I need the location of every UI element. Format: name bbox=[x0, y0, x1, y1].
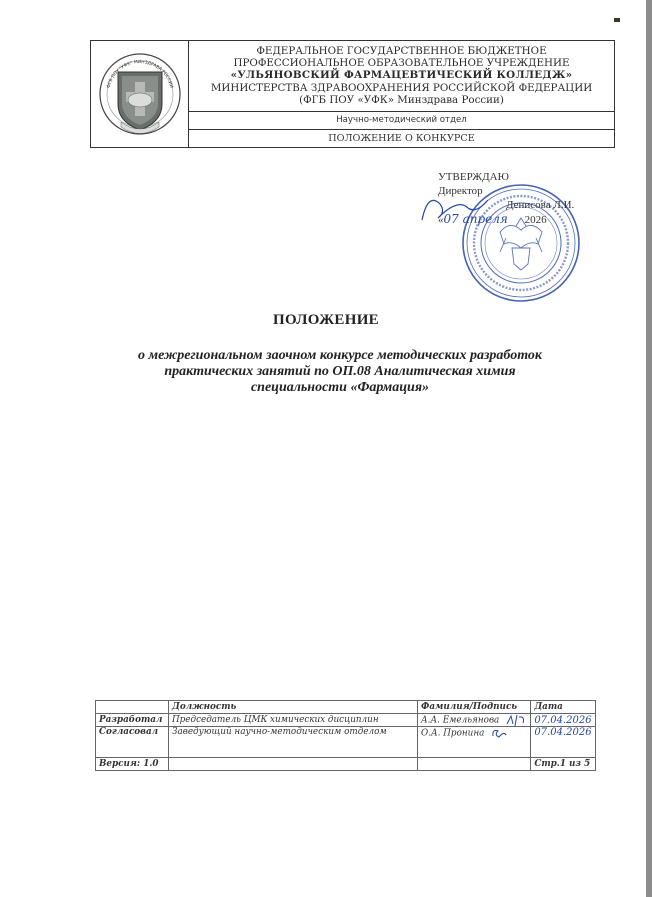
approval-date bbox=[438, 212, 574, 227]
row-role: Разработал bbox=[96, 714, 169, 727]
college-logo bbox=[91, 41, 189, 147]
header-cell-date: Дата bbox=[531, 701, 596, 714]
row-date: 07.04.2026 bbox=[531, 714, 596, 727]
logo-text: ФГБ ПОУ "УФК" МИНЗДРАВА РОССИИ bbox=[106, 59, 173, 89]
handwritten-date: 07 апреля bbox=[443, 212, 508, 226]
table-header-row bbox=[96, 701, 596, 714]
date-quote: « bbox=[438, 214, 444, 226]
subtitle-line: специальности «Фармация» bbox=[250, 380, 430, 395]
subtitle-line: о межрегиональном заочном конкурсе методических разработок bbox=[137, 348, 543, 363]
org-line-college: «УЛЬЯНОВСКИЙ ФАРМАЦЕВТИЧЕСКИЙ КОЛЛЕДЖ» bbox=[230, 69, 573, 82]
row-role: Согласовал bbox=[96, 727, 169, 758]
footer-empty-cell bbox=[418, 758, 531, 771]
header-cell-name: Фамилия/Подпись bbox=[418, 701, 531, 714]
scan-edge-strip bbox=[646, 0, 652, 897]
org-line: (ФГБ ПОУ «УФК» Минздрава России) bbox=[299, 93, 504, 106]
row-date: 07.04.2026 bbox=[531, 727, 596, 758]
version-label: Версия: 1.0 bbox=[96, 758, 169, 771]
header-cell-empty bbox=[96, 701, 169, 714]
approve-label: УТВЕРЖДАЮ bbox=[438, 171, 509, 183]
signature-icon bbox=[505, 714, 527, 726]
org-line: ПРОФЕССИОНАЛЬНОЕ ОБРАЗОВАТЕЛЬНОЕ УЧРЕЖДЕНИЕ bbox=[233, 57, 570, 70]
row-name: А.А. Емельянова bbox=[421, 715, 500, 726]
scan-corner-mark bbox=[614, 18, 620, 22]
table-row bbox=[96, 727, 596, 758]
college-emblem-icon bbox=[97, 44, 183, 144]
table-footer-row bbox=[96, 758, 596, 771]
signoff-table bbox=[95, 700, 596, 771]
subtitle-line: практических занятий по ОП.08 Аналитическая химия bbox=[164, 364, 516, 379]
document-subtitle bbox=[130, 348, 550, 396]
document-title: ПОЛОЖЕНИЕ bbox=[273, 312, 379, 328]
department-name: Научно-методический отдел bbox=[189, 112, 614, 130]
row-position: Заведующий научно-методическим отделом bbox=[169, 727, 418, 758]
org-line: ФЕДЕРАЛЬНОЕ ГОСУДАРСТВЕННОЕ БЮДЖЕТНОЕ bbox=[256, 45, 547, 57]
page-number: Стр.1 из 5 bbox=[531, 758, 596, 771]
footer-empty-cell bbox=[169, 758, 418, 771]
organization-name bbox=[189, 41, 614, 112]
approver-name: Денисова Л.И. bbox=[506, 199, 575, 211]
row-name-cell bbox=[418, 714, 531, 727]
date-year: 2026 bbox=[524, 214, 547, 226]
signature-icon bbox=[490, 727, 510, 739]
table-row bbox=[96, 714, 596, 727]
approver-position: Директор bbox=[438, 185, 483, 197]
document-header bbox=[90, 40, 615, 148]
approval-block bbox=[438, 170, 574, 227]
row-name-cell bbox=[418, 727, 531, 758]
header-cell-position: Должность bbox=[169, 701, 418, 714]
row-name: О.А. Пронина bbox=[421, 728, 485, 739]
org-line: МИНИСТЕРСТВА ЗДРАВООХРАНЕНИЯ РОССИЙСКОЙ ФЕДЕРАЦИИ bbox=[210, 81, 593, 94]
row-position: Председатель ЦМК химических дисциплин bbox=[169, 714, 418, 727]
document-type: ПОЛОЖЕНИЕ О КОНКУРСЕ bbox=[328, 133, 475, 144]
